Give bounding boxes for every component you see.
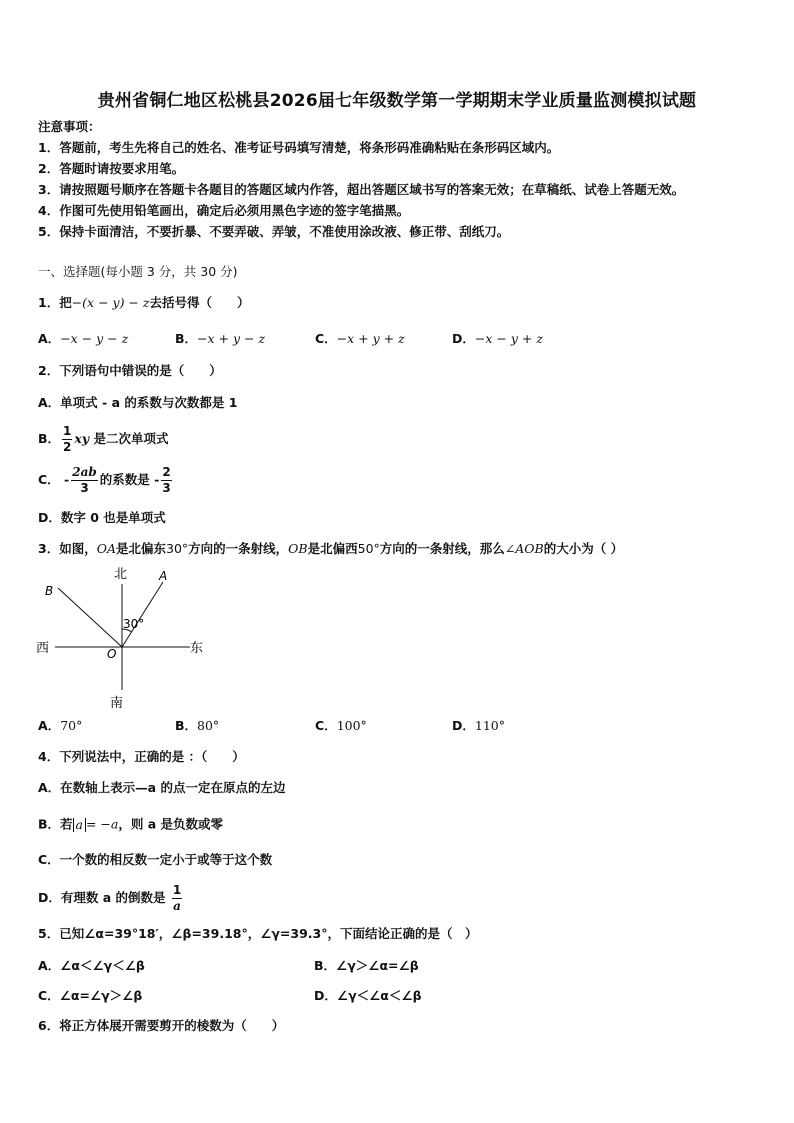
q1-option-b[interactable]: B．−x + y − z [175,331,266,346]
q3-option-d[interactable]: D．110° [452,718,505,733]
notice-item: 5．保持卡面清洁，不要折暴、不要弄破、弄皱，不准使用涂改液、修正带、刮纸刀。 [38,224,510,239]
fraction: $\frac{2}{3}$ [162,465,171,495]
fraction: $\frac{1}{a}$ [172,883,182,913]
ray-oa [122,582,163,647]
absolute-value: a [73,818,86,832]
fraction: $\frac{1}{2}$ [63,424,72,454]
question-6-stem: 6．将正方体展开需要剪开的棱数为（ ） [38,1018,285,1033]
q5-option-b[interactable]: B．∠γ＞∠α=∠β [314,958,419,973]
q5-option-d[interactable]: D．∠γ＜∠α＜∠β [314,988,422,1003]
question-5-stem: 5．已知∠α=39°18′，∠β=39.18°，∠γ=39.3°，下面结论正确的是（ ） [38,926,478,941]
q1-expression: −(x − y) − z [71,295,150,310]
point-b-label: B [45,584,54,598]
q1-suffix: 去括号得（ ） [149,295,250,310]
notice-heading: 注意事项： [38,119,101,134]
angle-30-label: 30° [123,617,145,631]
q2-option-d[interactable]: D．数字 0 也是单项式 [38,510,166,525]
q1-number: 1．把 [38,295,72,310]
q4-option-c[interactable]: C．一个数的相反数一定小于或等于这个数 [38,852,273,867]
section-heading: 一、选择题(每小题 3 分，共 30 分) [38,264,238,279]
notice-item: 3．请按照题号顺序在答题卡各题目的答题区域内作答，超出答题区域书写的答案无效；在草稿纸、试卷上答题无效。 [38,182,685,197]
west-label: 西 [36,641,50,656]
fraction: $\frac{2ab}{3}$ [72,465,97,495]
compass-diagram [30,560,220,712]
east-label: 东 [190,641,204,656]
south-label: 南 [110,696,124,711]
q5-option-a[interactable]: A．∠α＜∠γ＜∠β [38,958,145,973]
question-1-stem [38,297,249,310]
question-3-stem: 3．如图，OA是北偏东30°方向的一条射线，OB是北偏西50°方向的一条射线，那么∠AOB的大小为（ ） [38,541,624,556]
point-a-label: A [159,569,168,583]
q4-option-b[interactable]: B．若 a = −a，则 a 是负数或零 [38,816,223,832]
q1-option-c[interactable]: C．−x + y + z [315,331,405,346]
notice-item: 2．答题时请按要求用笔。 [38,161,185,176]
q2-option-b[interactable]: B． $\frac{1}{2}$ xy 是二次单项式 [38,424,169,454]
point-o-label: O [107,647,117,661]
q1-option-d[interactable]: D．−x − y + z [452,331,543,346]
q3-option-a[interactable]: A．70° [38,718,83,733]
ray-ob [58,588,122,647]
q3-option-c[interactable]: C．100° [315,718,367,733]
question-4-stem: 4．下列说法中，正确的是 ：（ ） [38,749,245,764]
q5-option-c[interactable]: C．∠α=∠γ＞∠β [38,988,143,1003]
notice-item: 1．答题前，考生先将自己的姓名、准考证号码填写清楚，将条形码准确粘贴在条形码区域内。 [38,140,560,155]
page-title: 贵州省铜仁地区松桃县2026届七年级数学第一学期期末学业质量监测模拟试题 [97,91,697,111]
q2-option-c[interactable]: C． - $\frac{2ab}{3}$ 的系数是 - $\frac{2}{3}$ [38,465,171,495]
q4-option-a[interactable]: A．在数轴上表示—a 的点一定在原点的左边 [38,780,286,795]
q1-option-a[interactable]: A．−x − y − z [38,331,129,346]
q2-option-a[interactable]: A．单项式 - a 的系数与次数都是 1 [38,395,238,410]
question-2-stem: 2．下列语句中错误的是（ ） [38,363,222,378]
q4-option-d[interactable]: D．有理数 a 的倒数是 $\frac{1}{a}$ [38,883,182,913]
notice-item: 4．作图可先使用铅笔画出，确定后必须用黑色字迹的签字笔描黑。 [38,203,410,218]
north-label: 北 [114,567,128,582]
q3-option-b[interactable]: B．80° [175,718,220,733]
